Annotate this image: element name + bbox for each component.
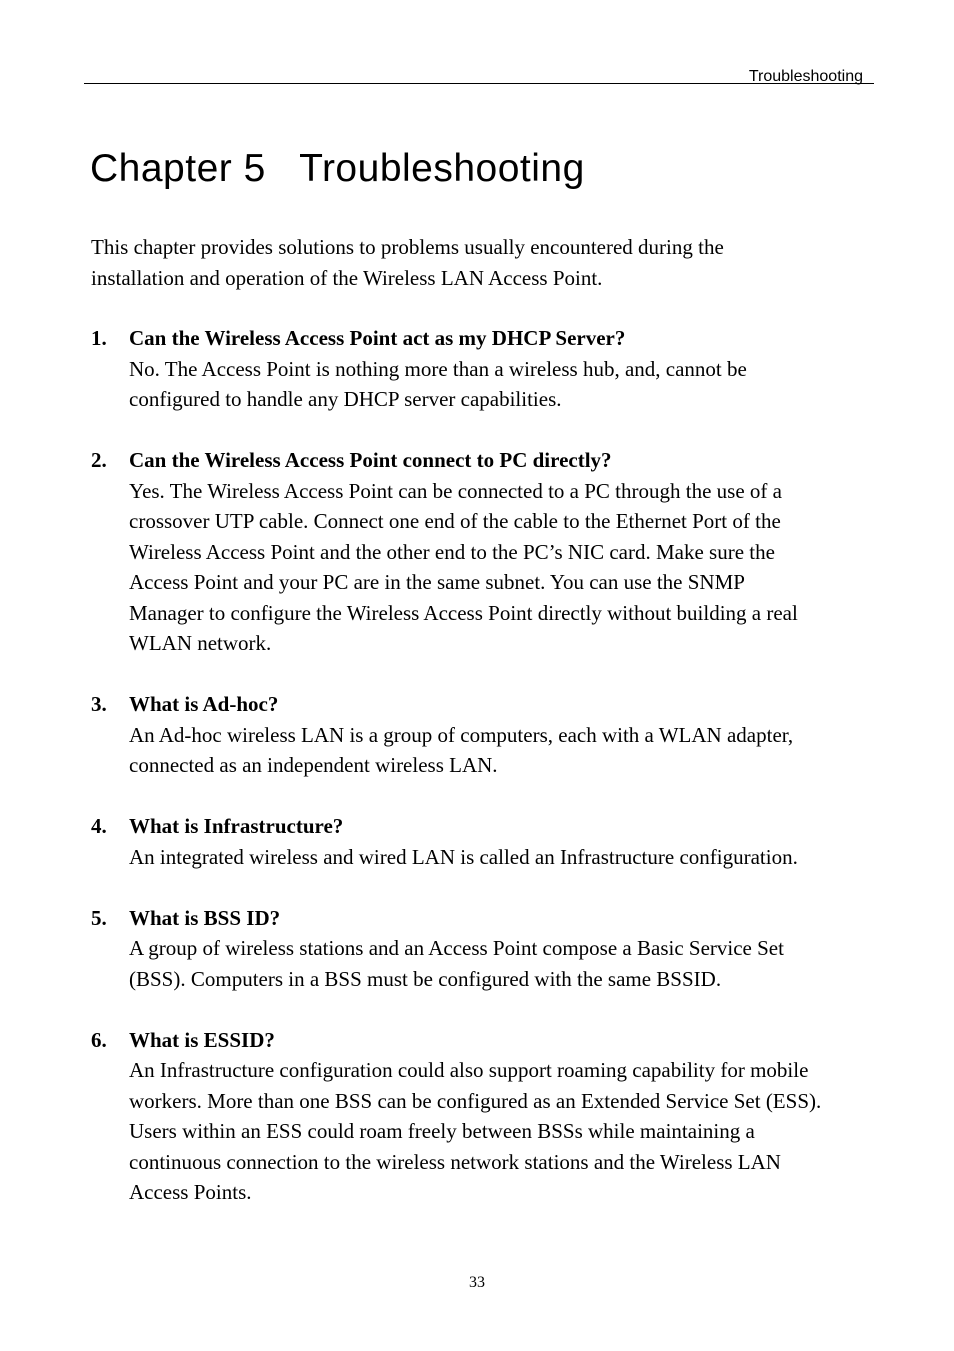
faq-number: 5.	[91, 905, 107, 930]
faq-answer	[129, 1055, 881, 1208]
header-rule	[84, 83, 874, 84]
faq-item	[91, 811, 881, 872]
running-header: Troubleshooting	[748, 68, 863, 85]
faq-list	[91, 323, 881, 1238]
answer-line: Access Point and your PC are in the same subnet. You can use the SNMP	[129, 570, 745, 594]
answer-line: An Ad-hoc wireless LAN is a group of computers, each with a WLAN adapter,	[129, 722, 794, 747]
faq-question: What is Infrastructure?	[129, 814, 344, 838]
faq-item	[91, 1025, 881, 1208]
page-number: 33	[469, 1274, 485, 1291]
answer-line: An integrated wireless and wired LAN is called an Infrastructure configuration.	[129, 844, 798, 869]
answer-line: Wireless Access Point and the other end to the PC’s NIC card. Make sure the	[129, 539, 775, 564]
faq-question: What is ESSID?	[129, 1027, 275, 1052]
faq-answer	[129, 476, 881, 659]
faq-number: 1.	[91, 326, 107, 350]
faq-number: 4.	[91, 814, 107, 838]
answer-line: (BSS). Computers in a BSS must be configured with the same BSSID.	[129, 966, 722, 991]
faq-answer	[129, 933, 881, 994]
faq-number: 3.	[91, 692, 107, 716]
faq-item	[91, 689, 881, 781]
intro-line: This chapter provides solutions to problems usually encountered during the	[91, 235, 724, 259]
faq-number: 6.	[91, 1027, 107, 1052]
faq-question: Can the Wireless Access Point connect to PC directly?	[129, 448, 612, 472]
faq-item	[91, 445, 881, 659]
answer-line: Access Points.	[129, 1180, 252, 1204]
faq-question: Can the Wireless Access Point act as my DHCP Server?	[129, 326, 626, 350]
intro-paragraph	[91, 232, 851, 293]
answer-line: No. The Access Point is nothing more than a wireless hub, and, cannot be	[129, 356, 747, 381]
answer-line: A group of wireless stations and an Access Point compose a Basic Service Set	[129, 936, 784, 960]
faq-question: What is BSS ID?	[129, 905, 281, 930]
faq-answer	[129, 842, 881, 873]
chapter-title: Chapter 5 Troubleshooting	[90, 147, 585, 190]
answer-line: connected as an independent wireless LAN.	[129, 753, 498, 777]
faq-answer	[129, 720, 881, 781]
answer-line: Yes. The Wireless Access Point can be connected to a PC through the use of a	[129, 478, 782, 503]
intro-line: installation and operation of the Wireless LAN Access Point.	[91, 265, 603, 290]
faq-question: What is Ad-hoc?	[129, 692, 279, 716]
answer-line: configured to handle any DHCP server capabilities.	[129, 387, 562, 411]
faq-item	[91, 323, 881, 415]
answer-line: continuous connection to the wireless network stations and the Wireless LAN	[129, 1149, 781, 1174]
answer-line: Manager to configure the Wireless Access Point directly without building a real	[129, 600, 798, 625]
answer-line: An Infrastructure configuration could also support roaming capability for mobile	[129, 1058, 809, 1082]
faq-item	[91, 903, 881, 995]
faq-number: 2.	[91, 448, 107, 472]
answer-line: crossover UTP cable. Connect one end of the cable to the Ethernet Port of the	[129, 509, 781, 533]
answer-line: Users within an ESS could roam freely between BSSs while maintaining a	[129, 1119, 755, 1143]
answer-line: WLAN network.	[129, 631, 272, 655]
answer-line: workers. More than one BSS can be configured as an Extended Service Set (ESS).	[129, 1088, 822, 1113]
faq-answer	[129, 354, 881, 415]
